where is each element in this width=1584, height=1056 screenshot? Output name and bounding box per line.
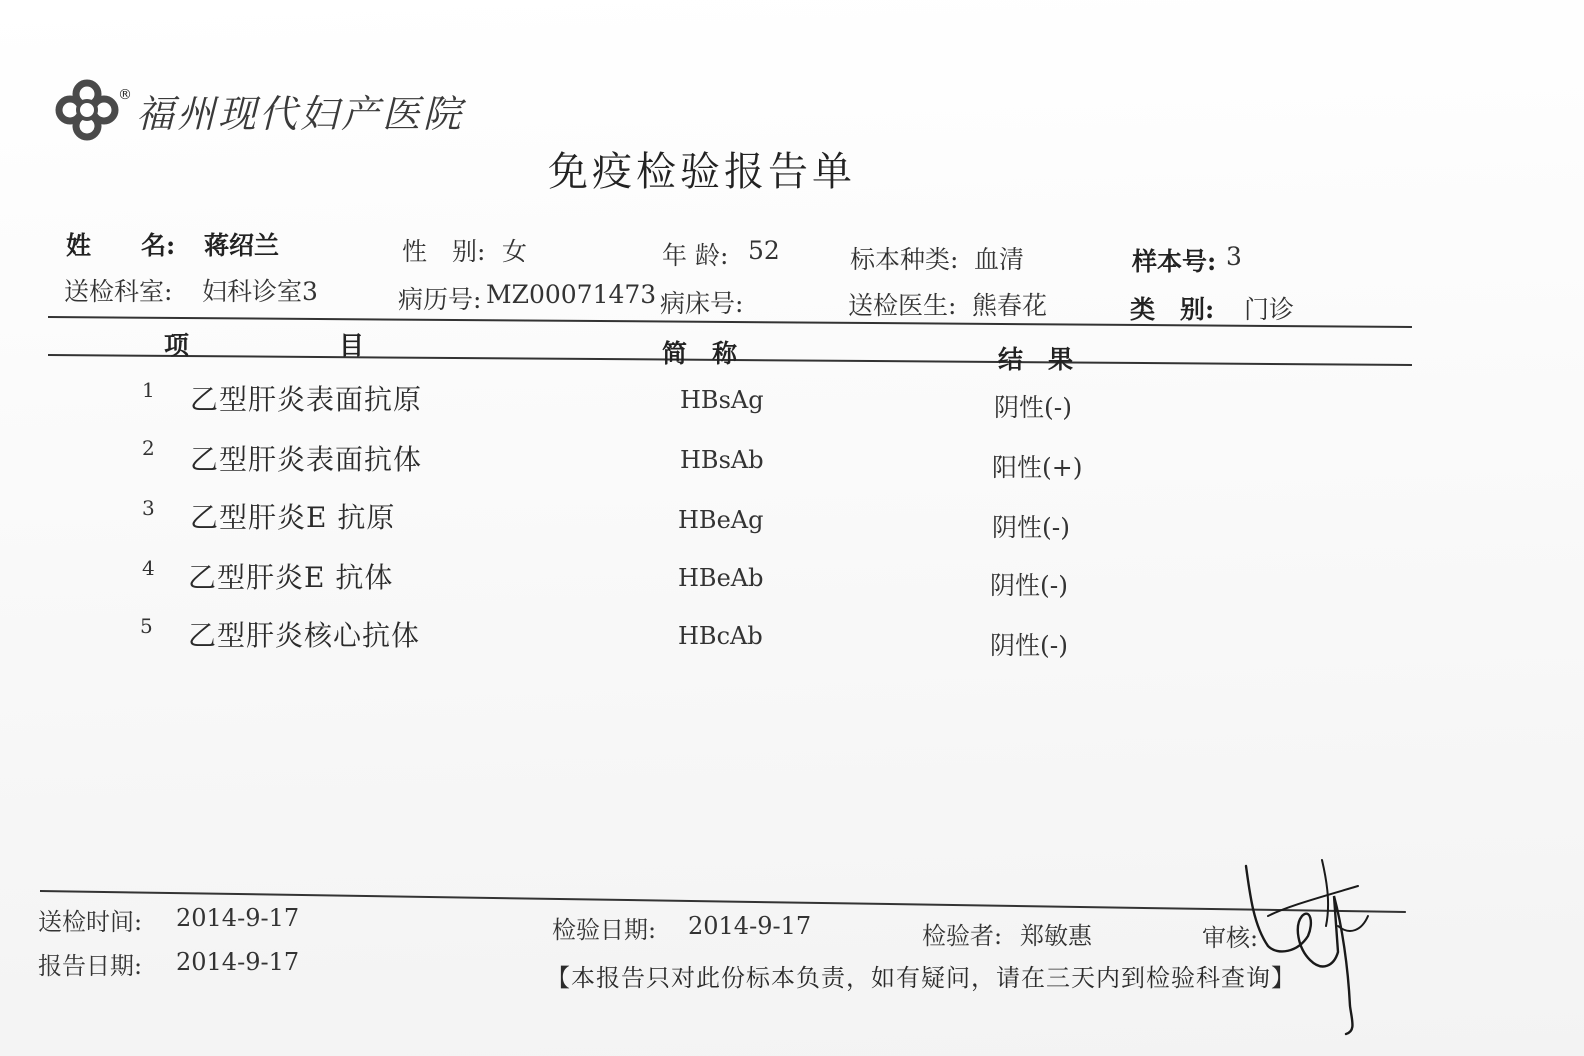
column-header-item: 项 目 bbox=[164, 331, 365, 360]
category: 门诊 bbox=[1244, 295, 1295, 324]
test-result: 阳性(+) bbox=[992, 453, 1083, 482]
doctor-label: 送检医生: bbox=[848, 291, 957, 320]
bed-no-label: 病床号: bbox=[660, 289, 744, 318]
report-date: 2014-9-17 bbox=[176, 948, 300, 976]
reviewer-label: 审核: bbox=[1202, 924, 1259, 952]
department-label: 送检科室: bbox=[64, 277, 173, 306]
submit-time: 2014-9-17 bbox=[176, 904, 300, 932]
test-item: 乙型肝炎E 抗体 bbox=[188, 561, 394, 594]
test-result: 阴性(-) bbox=[990, 571, 1068, 600]
patient-name: 蒋绍兰 bbox=[204, 231, 280, 260]
tester: 郑敏惠 bbox=[1020, 922, 1092, 950]
row-number: 5 bbox=[140, 614, 153, 638]
test-item: 乙型肝炎核心抗体 bbox=[188, 619, 421, 652]
disclaimer-note: 【本报告只对此份标本负责，如有疑问，请在三天内到检验科查询】 bbox=[546, 964, 1296, 992]
record-no: MZ00071473 bbox=[486, 280, 657, 309]
test-abbr: HBsAg bbox=[680, 386, 764, 414]
submit-time-label: 送检时间: bbox=[38, 908, 143, 936]
age-label: 年 龄: bbox=[662, 241, 729, 270]
row-number: 3 bbox=[142, 496, 155, 520]
row-number: 1 bbox=[142, 378, 155, 402]
patient-age: 52 bbox=[748, 236, 780, 265]
column-header-result: 结 果 bbox=[998, 345, 1074, 374]
specimen-type-label: 标本种类: bbox=[850, 245, 959, 274]
patient-sex: 女 bbox=[502, 237, 528, 266]
test-abbr: HBsAb bbox=[680, 446, 764, 474]
department: 妇科诊室3 bbox=[202, 277, 318, 306]
sample-no-label: 样本号: bbox=[1132, 247, 1217, 276]
test-abbr: HBeAb bbox=[678, 564, 764, 592]
category-label: 类 别: bbox=[1130, 295, 1215, 324]
specimen-type: 血清 bbox=[974, 245, 1025, 274]
test-date: 2014-9-17 bbox=[688, 912, 812, 940]
hospital-logo-icon bbox=[52, 78, 122, 142]
row-number: 2 bbox=[142, 436, 155, 460]
test-item: 乙型肝炎E 抗原 bbox=[190, 501, 396, 534]
hospital-header bbox=[52, 78, 464, 142]
test-result: 阴性(-) bbox=[990, 631, 1068, 660]
row-number: 4 bbox=[142, 556, 155, 580]
sample-no: 3 bbox=[1226, 242, 1242, 271]
hospital-name: 福州现代妇产医院 bbox=[136, 91, 465, 136]
column-header-abbr: 简 称 bbox=[662, 339, 738, 368]
registered-mark: ® bbox=[118, 87, 132, 103]
test-item: 乙型肝炎表面抗体 bbox=[190, 443, 423, 476]
test-abbr: HBeAg bbox=[678, 506, 764, 534]
test-abbr: HBcAb bbox=[678, 622, 763, 650]
report-date-label: 报告日期: bbox=[38, 952, 143, 980]
test-item: 乙型肝炎表面抗原 bbox=[190, 383, 423, 416]
name-label: 姓 名: bbox=[66, 231, 176, 260]
test-date-label: 检验日期: bbox=[552, 916, 657, 944]
sex-label: 性 别: bbox=[402, 237, 486, 266]
handwritten-signature bbox=[1238, 856, 1398, 1036]
record-no-label: 病历号: bbox=[398, 285, 482, 314]
tester-label: 检验者: bbox=[922, 922, 1003, 950]
test-result: 阴性(-) bbox=[992, 513, 1070, 542]
report-title: 免疫检验报告单 bbox=[548, 149, 856, 195]
doctor: 熊春花 bbox=[972, 291, 1048, 320]
test-result: 阴性(-) bbox=[994, 393, 1072, 422]
